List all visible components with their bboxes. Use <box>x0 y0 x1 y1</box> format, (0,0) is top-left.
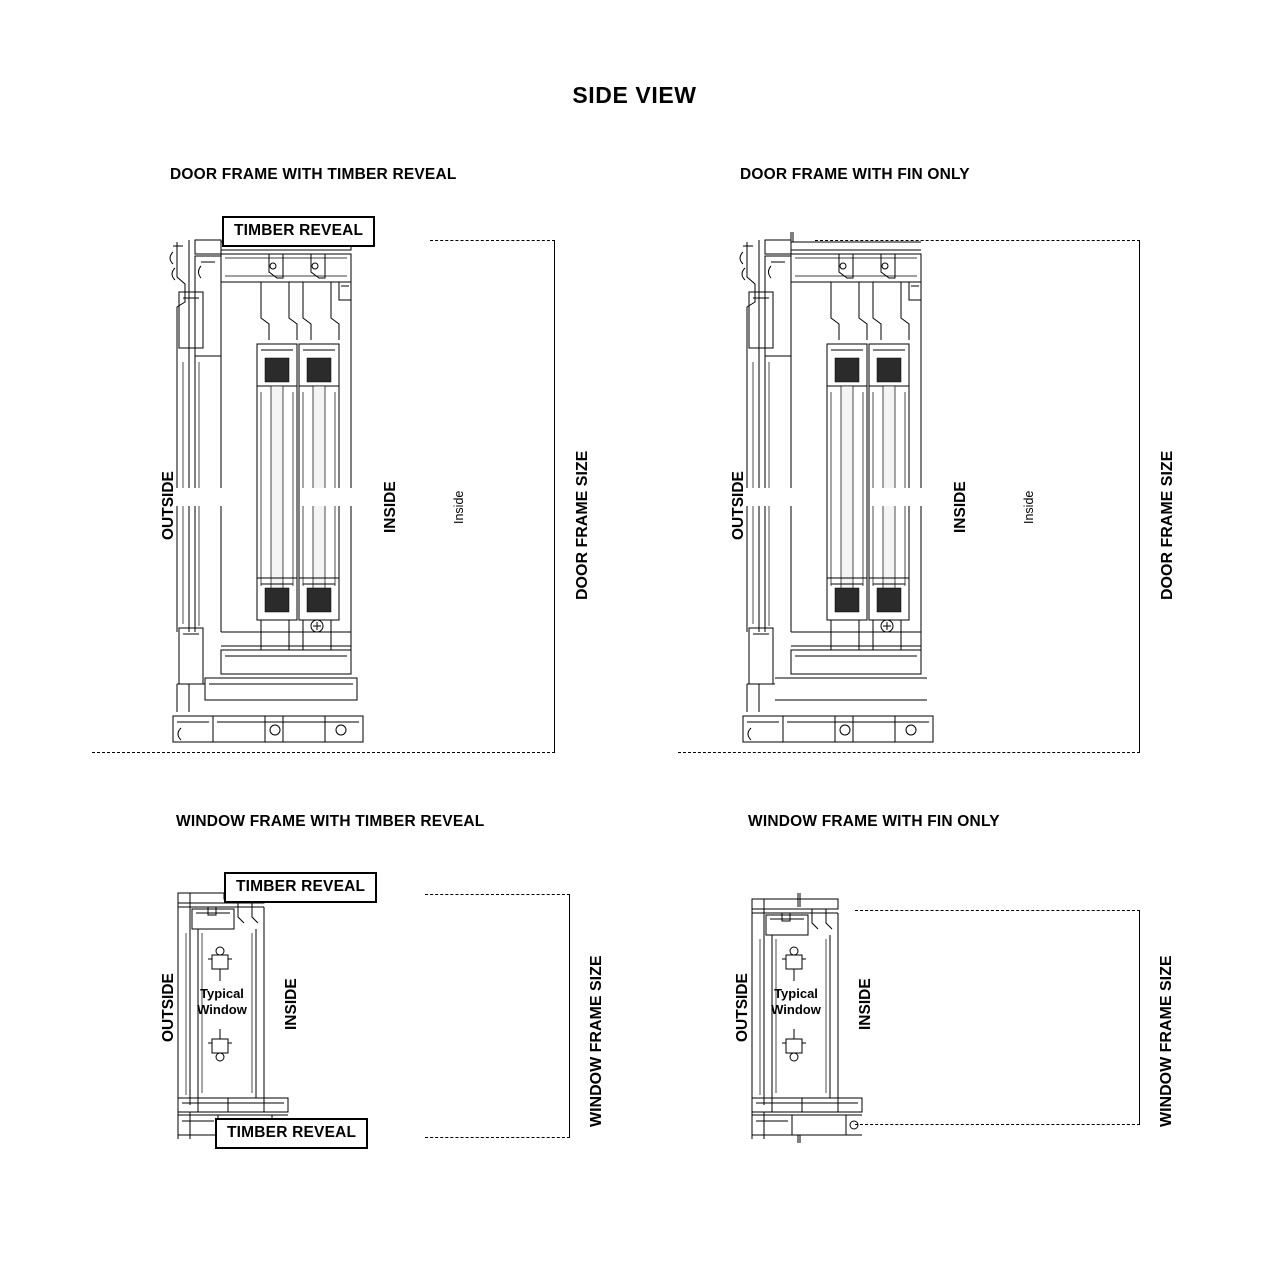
label-inside-door-fin: INSIDE <box>952 481 969 533</box>
dim-line-top-door-fin <box>815 240 1140 241</box>
dim-bracket-door-fin <box>1139 240 1140 752</box>
dim-bracket-window-fin <box>1139 910 1140 1124</box>
callout-timber-reveal-bottom-window: TIMBER REVEAL <box>215 1118 368 1149</box>
panel-title-window-fin-only: WINDOW FRAME WITH FIN ONLY <box>748 813 1000 830</box>
dim-line-bottom-door-fin <box>678 752 1140 753</box>
label-outside-door-fin: OUTSIDE <box>730 471 747 540</box>
dim-line-bottom-window-timber <box>425 1137 570 1138</box>
dimension-label-window-fin: WINDOW FRAME SIZE <box>1158 955 1175 1127</box>
panel-title-door-fin-only: DOOR FRAME WITH FIN ONLY <box>740 166 970 183</box>
panel-door-fin-only <box>630 0 1269 790</box>
center-label-line2: Window <box>197 1002 247 1018</box>
panel-title-window-timber-reveal: WINDOW FRAME WITH TIMBER REVEAL <box>176 813 485 830</box>
panel-window-fin-only <box>630 790 1269 1271</box>
callout-timber-reveal-top-window: TIMBER REVEAL <box>224 872 377 903</box>
dim-line-top-window-timber <box>425 894 570 895</box>
dim-line-bottom-window-fin <box>855 1124 1140 1125</box>
label-inside-window-fin: INSIDE <box>857 978 874 1030</box>
panel-title-door-timber-reveal: DOOR FRAME WITH TIMBER REVEAL <box>170 166 457 183</box>
dim-bracket-door-timber <box>554 240 555 752</box>
label-inside-window-timber: INSIDE <box>283 978 300 1030</box>
center-label-line1: Typical <box>200 986 244 1001</box>
center-label-typical-window-fin <box>760 986 832 1019</box>
label-outside-door-timber: OUTSIDE <box>160 471 177 540</box>
label-outside-window-timber: OUTSIDE <box>160 973 177 1042</box>
dim-line-bottom-door-timber <box>92 752 555 753</box>
note-inside-door-fin: Inside <box>1022 490 1036 524</box>
dim-bracket-window-timber <box>569 894 570 1137</box>
label-inside-door-timber: INSIDE <box>382 481 399 533</box>
center-label-typical-window-timber <box>186 986 258 1019</box>
dim-line-top-door-timber <box>430 240 555 241</box>
panel-door-timber-reveal <box>0 0 640 790</box>
dimension-label-window-timber: WINDOW FRAME SIZE <box>588 955 605 1127</box>
center-label-line1: Typical <box>774 986 818 1001</box>
dimension-label-door-fin: DOOR FRAME SIZE <box>1159 450 1176 600</box>
page-title: SIDE VIEW <box>572 82 697 108</box>
note-inside-door-timber: Inside <box>452 490 466 524</box>
dim-line-top-window-fin <box>855 910 1140 911</box>
panel-window-timber-reveal <box>0 790 640 1271</box>
dimension-label-door-timber: DOOR FRAME SIZE <box>574 450 591 600</box>
callout-timber-reveal-top-door: TIMBER REVEAL <box>222 216 375 247</box>
center-label-line2: Window <box>771 1002 821 1018</box>
label-outside-window-fin: OUTSIDE <box>734 973 751 1042</box>
